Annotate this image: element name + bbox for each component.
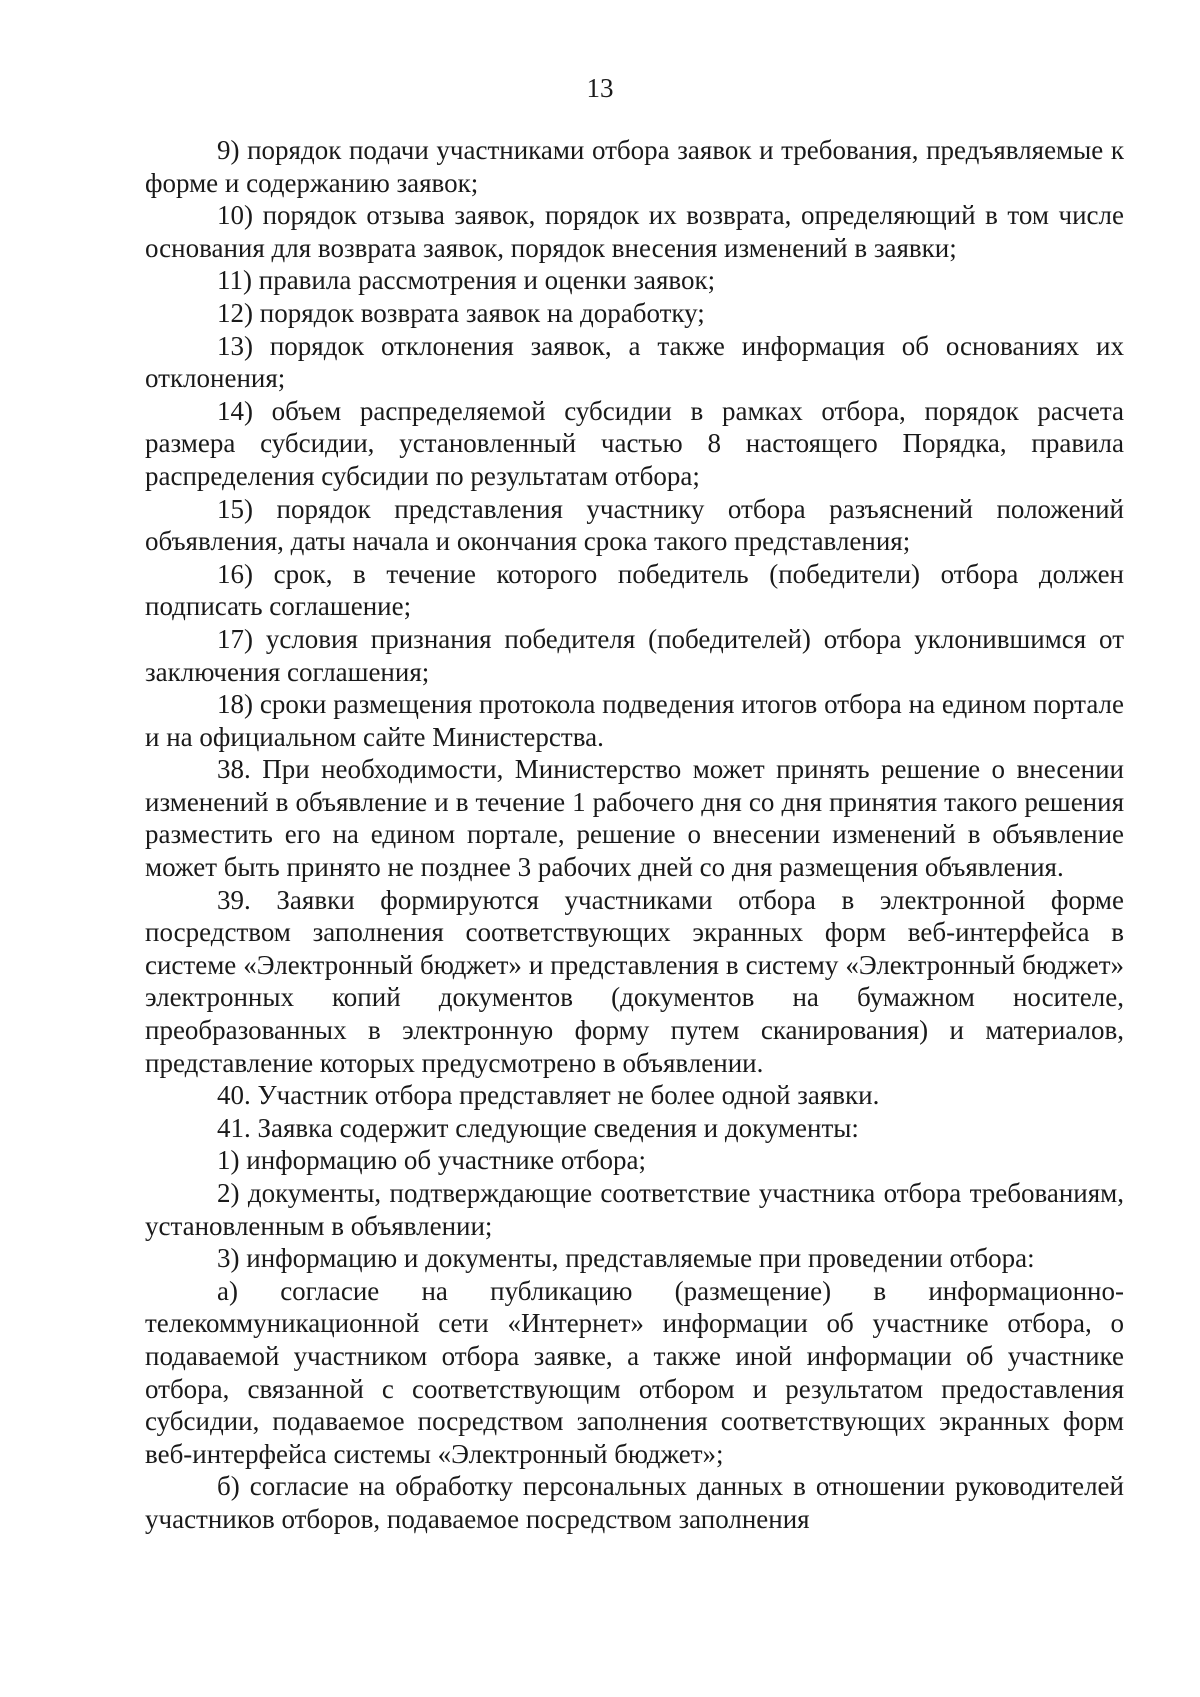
paragraph-item-17: 17) условия признания победителя (победителей) отбора уклонившимся от заключения соглашения; [145,623,1124,687]
paragraph-section-41: 41. Заявка содержит следующие сведения и документы: [217,1112,859,1143]
paragraph-item-18: 18) сроки размещения протокола подведения итогов отбора на едином портале и на официальном сайте Министерства. [145,689,1124,752]
paragraph-item-12: 12) порядок возврата заявок на доработку; [217,297,705,328]
paragraph-item-13: 13) порядок отклонения заявок, а также информация об основаниях их отклонения; [145,330,1124,394]
paragraph-section-39: 39. Заявки формируются участниками отбора в электронной форме посредством заполнения соответствующих экранных форм веб-интерфейса в системе «Электронный бюджет» и представления в систему «Электронный бюджет» электронных копий документов (документов на бумажном носителе, преобразованных в электронную форму путем сканирования) и материалов, представление которых предусмотрено в объявлении. [145,884,1124,1078]
paragraph-item-11: 11) правила рассмотрения и оценки заявок; [217,265,716,296]
paragraph-item-15: 15) порядок представления участнику отбора разъяснений положений объявления, даты начала и окончания срока такого представления; [145,493,1124,557]
document-body [145,134,1124,1536]
paragraph-item-16: 16) срок, в течение которого победитель (победители) отбора должен подписать соглашение; [145,558,1124,622]
paragraph-subitem-3: 3) информацию и документы, представляемые при проведении отбора: [217,1243,1035,1274]
paragraph-item-9: 9) порядок подачи участниками отбора заявок и требования, предъявляемые к форме и содержанию заявок; [145,135,1124,198]
page-number: 13 [586,73,614,103]
paragraph-section-38: 38. При необходимости, Министерство может принять решение о внесении изменений в объявление и в течение 1 рабочего дня со дня принятия такого решения разместить его на едином портале, решение о внесении изменений в объявление может быть принято не позднее 3 рабочих дней со дня размещения объявления. [145,754,1124,883]
paragraph-subitem-b: б) согласие на обработку персональных данных в отношении руководителей участников отборов, подаваемое посредством заполнения [145,1471,1124,1534]
paragraph-item-10: 10) порядок отзыва заявок, порядок их возврата, определяющий в том числе основания для возврата заявок, порядок внесения изменений в заявки; [145,200,1124,263]
paragraph-item-14: 14) объем распределяемой субсидии в рамках отбора, порядок расчета размера субсидии, установленный частью 8 настоящего Порядка, правила распределения субсидии по результатам отбора; [145,395,1124,491]
paragraph-subitem-2: 2) документы, подтверждающие соответствие участника отбора требованиям, установленным в объявлении; [145,1178,1124,1241]
paragraph-subitem-a: а) согласие на публикацию (размещение) в информационно-телекоммуникационной сети «Интернет» информации об участнике отбора, о подаваемой участником отбора заявке, а также иной информации об участнике отбора, связанной с соответствующим отбором и результатом предоставления субсидии, подаваемое посредством заполнения соответствующих экранных форм веб-интерфейса системы «Электронный бюджет»; [145,1275,1124,1469]
paragraph-subitem-1: 1) информацию об участнике отбора; [217,1145,647,1176]
paragraph-section-40: 40. Участник отбора представляет не более одной заявки. [217,1080,880,1111]
